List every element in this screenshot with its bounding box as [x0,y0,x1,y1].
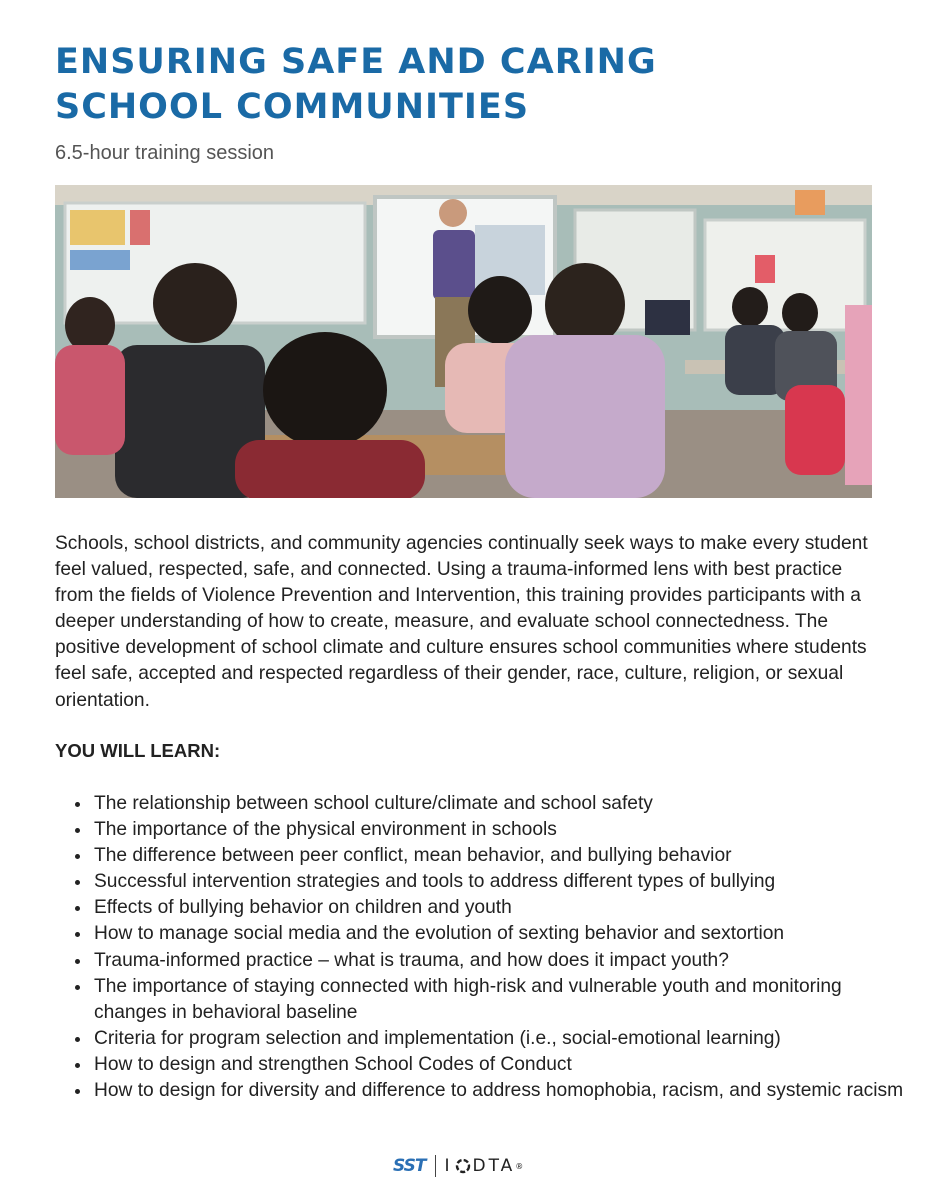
iodta-logo-suffix: DTA [472,1156,516,1176]
list-item: How to design and strengthen School Codes of Conduct [94,1052,914,1078]
list-item: The difference between peer conflict, mean behavior, and bullying behavior [94,843,914,869]
list-item: Successful intervention strategies and tools to address different types of bullying [94,869,914,895]
logo-divider [435,1155,436,1177]
sst-logo: SST [393,1156,426,1176]
classroom-photo [55,185,872,498]
globe-ring-icon [455,1158,471,1174]
footer-logos [393,1153,523,1179]
registered-mark: ® [515,1161,524,1171]
session-duration: 6.5-hour training session [55,142,275,164]
iodta-logo-prefix: I [444,1156,453,1176]
iodta-logo [444,1156,523,1176]
learn-heading: YOU WILL LEARN: [55,740,221,761]
list-item: How to design for diversity and difference to address homophobia, racism, and systemic racism [94,1078,914,1104]
intro-paragraph: Schools, school districts, and community agencies continually seek ways to make every student feel valued, respected, safe, and connected. Using a trauma-informed lens with best practice from the fields of Violence Prevention and Intervention, this training provides participants with a deeper understanding of how to create, measure, and evaluate school connectedness. The positive development of school climate and culture ensures school communities where students feel safe, accepted and respected regardless of their gender, race, culture, religion, or sexual orientation. [55,533,868,711]
title-line-1: ENSURING SAFE AND CARING [55,42,657,82]
list-item: The importance of the physical environment in schools [94,817,914,843]
learning-objectives-list [55,791,914,1104]
list-item: Trauma-informed practice – what is trauma, and how does it impact youth? [94,948,914,974]
page-title [55,40,657,130]
list-item: The importance of staying connected with high-risk and vulnerable youth and monitoring changes in behavioral baseline [94,974,914,1026]
title-line-2: SCHOOL COMMUNITIES [55,87,530,127]
list-item: Effects of bullying behavior on children and youth [94,895,914,921]
list-item: How to manage social media and the evolution of sexting behavior and sextortion [94,921,914,947]
list-item: Criteria for program selection and implementation (i.e., social-emotional learning) [94,1026,914,1052]
list-item: The relationship between school culture/climate and school safety [94,791,914,817]
